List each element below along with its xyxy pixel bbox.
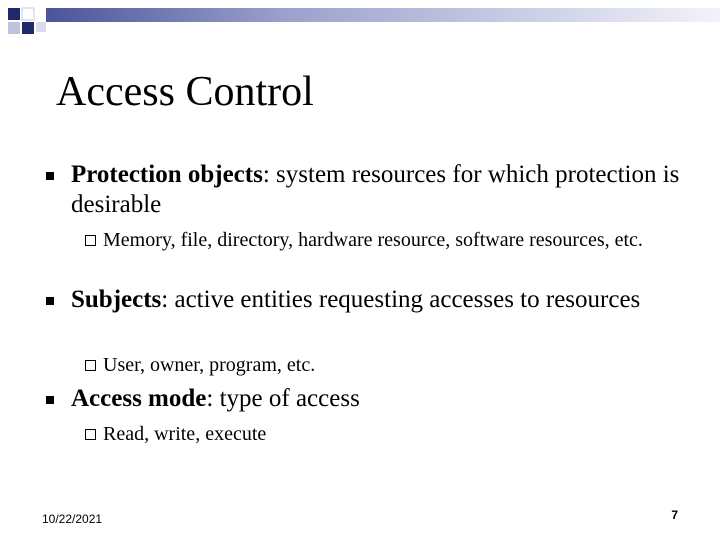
- bullet-text: : type of access: [206, 385, 360, 412]
- bullet-text: : active entities requesting accesses to resources: [161, 286, 641, 313]
- bullet-term: Protection objects: [71, 161, 263, 188]
- checkbox-bullet-icon: [85, 235, 96, 246]
- bullet-item: [71, 285, 681, 315]
- bullet-square-icon: [46, 396, 54, 404]
- header-gradient-graphic: [0, 0, 720, 44]
- footer-date: 10/22/2021: [42, 512, 103, 526]
- bullet-text: : system resources for which protection is desirable: [71, 161, 680, 218]
- bullet-item: [71, 160, 681, 220]
- bullet-item: [71, 384, 681, 414]
- sub-bullet-item: Read, write, execute: [103, 423, 267, 445]
- sub-bullet-item: User, owner, program, etc.: [103, 354, 316, 376]
- page-number: 7: [671, 508, 678, 522]
- bullet-square-icon: [46, 297, 54, 305]
- checkbox-bullet-icon: [85, 360, 96, 371]
- bullet-square-icon: [46, 172, 54, 180]
- checkbox-bullet-icon: [85, 429, 96, 440]
- bullet-term: Subjects: [71, 286, 162, 313]
- slide-title: Access Control: [56, 69, 314, 115]
- header-decoration-band: [0, 0, 720, 44]
- bullet-term: Access mode: [71, 385, 207, 412]
- sub-bullet-item: Memory, file, directory, hardware resource, software resources, etc.: [103, 229, 643, 251]
